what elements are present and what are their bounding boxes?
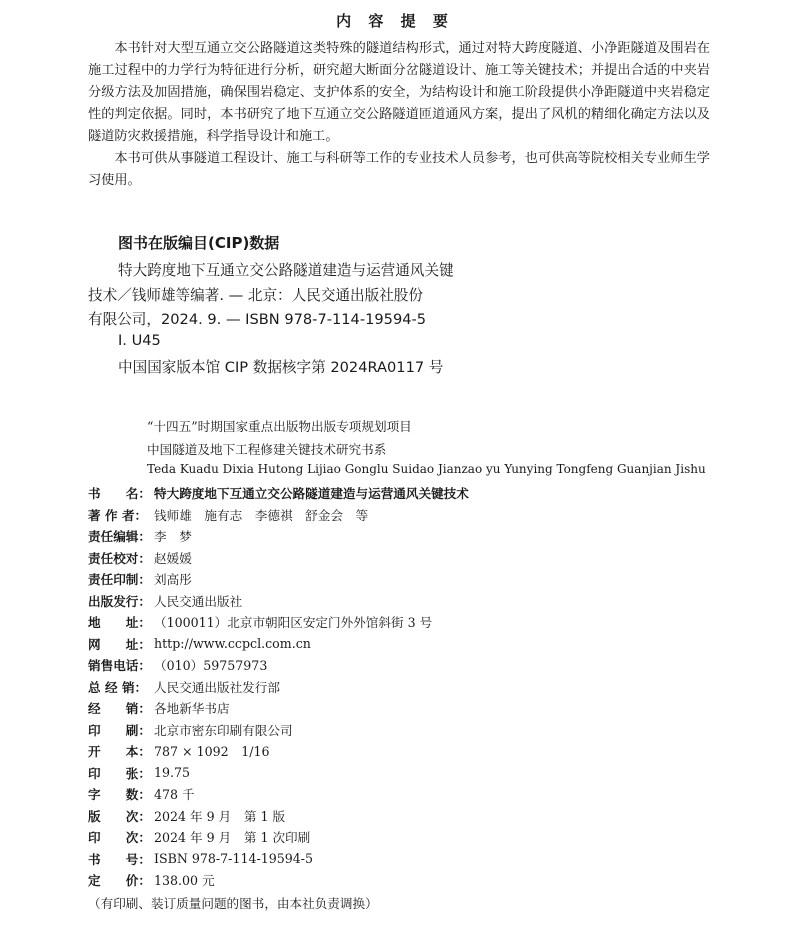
copyright-row-price: [88, 869, 215, 890]
row-value: 北京市密东印刷有限公司: [154, 722, 293, 738]
row-value: 钱师雄 施有志 李德祺 舒金会 等: [154, 507, 369, 523]
cip-line: 特大跨度地下互通立交公路隧道建造与运营通风关键: [118, 262, 454, 279]
row-label: 书 名：: [88, 486, 151, 501]
copyright-row-proofreader: [88, 547, 192, 568]
row-label: 字 数：: [88, 787, 151, 802]
series-project: “十四五”时期国家重点出版物出版专项规划项目: [147, 419, 412, 434]
row-label: 责任印制：: [88, 572, 151, 587]
series-collection: 中国隧道及地下工程修建关键技术研究书系: [147, 442, 387, 457]
row-label: 印 次：: [88, 830, 151, 845]
cip-line: 技术／钱师雄等编著. — 北京：人民交通出版社股份: [88, 287, 423, 304]
summary-paragraph: 本书可供从事隧道工程设计、施工与科研等工作的专业技术人员参考，也可供高等院校相关专业师生学习使用。: [88, 151, 710, 188]
row-value: 787 × 1092 1/16: [154, 744, 270, 759]
row-label: 地 址：: [88, 615, 151, 630]
row-label: 开 本：: [88, 744, 151, 759]
summary-title: 内 容 提 要: [336, 12, 454, 30]
row-label: 书 号：: [88, 851, 151, 867]
website-link[interactable]: http://www.ccpcl.com.cn: [154, 635, 311, 651]
row-value: 人民交通出版社: [154, 593, 243, 609]
copyright-row-word-count: [88, 783, 195, 804]
cip-classification: Ⅰ. U45: [118, 332, 161, 349]
row-value: 138.00 元: [154, 873, 215, 888]
row-label: 总 经 销：: [88, 679, 148, 695]
copyright-row-publisher: [88, 590, 242, 611]
row-label: 定 价：: [88, 873, 151, 888]
copyright-row-distributor: [88, 697, 230, 718]
copyright-row-impression: [88, 826, 310, 847]
copyright-row-printer: [88, 719, 293, 740]
summary-paragraph: 本书针对大型互通立交公路隧道这类特殊的隧道结构形式，通过对特大跨度隧道、小净距隧道及围岩在施工过程中的力学行为特征进行分析，研究超大断面分岔隧道设计、施工等关键技术；并提出合适的中夹岩分级方法及加固措施，确保围岩稳定、支护体系的安全，为结构设计和施工阶段提供小净距隧道中夹岩稳定性的判定依据。同时，本书研究了地下互通立交公路隧道匝道通风方案，提出了风机的精细化确定方法以及隧道防灾救援措施，科学指导设计和施工。: [88, 41, 710, 144]
row-value: 19.75: [154, 764, 191, 780]
row-value: 2024 年 9 月 第 1 次印刷: [154, 830, 311, 845]
copyright-row-sheets: [88, 762, 190, 783]
row-label: 责任编辑：: [88, 529, 151, 544]
copyright-row-website: [88, 633, 311, 654]
row-value: （010）59757973: [154, 658, 268, 673]
row-value: （100011）北京市朝阳区安定门外外馆斜街 3 号: [154, 615, 433, 630]
summary-body: [88, 38, 710, 192]
row-value: ISBN 978-7-114-19594-5: [154, 850, 314, 866]
title-pinyin: Teda Kuadu Dixia Hutong Lijiao Gonglu Suidao Jianzao yu Yunying Tongfeng Guanjian Jishu: [147, 462, 706, 476]
row-value: 人民交通出版社发行部: [154, 679, 280, 695]
row-label: 出版发行：: [88, 593, 151, 609]
row-value: 赵媛媛: [154, 550, 192, 566]
row-label: 印 张：: [88, 765, 151, 781]
copyright-row-print-supervisor: [88, 568, 192, 589]
copyright-row-sales-phone: [88, 654, 267, 675]
copyright-row-format: [88, 740, 270, 761]
cip-record-number: 中国国家版本馆 CIP 数据核字第 2024RA0117 号: [118, 359, 444, 376]
row-label: 著 作 者：: [88, 507, 148, 523]
row-value: 各地新华书店: [154, 701, 230, 716]
row-value: 李 梦: [154, 529, 192, 544]
row-label: 责任校对：: [88, 550, 151, 566]
row-label: 销售电话：: [88, 658, 151, 673]
row-value: 478 千: [154, 787, 195, 802]
copyright-row-address: [88, 611, 432, 632]
copyright-row-authors: [88, 504, 368, 525]
row-value: 刘高彤: [154, 572, 192, 587]
row-label: 网 址：: [88, 636, 151, 652]
row-value: 特大跨度地下互通立交公路隧道建造与运营通风关键技术: [154, 486, 469, 501]
row-label: 版 次：: [88, 808, 151, 824]
quality-note: （有印刷、装订质量问题的图书，由本社负责调换）: [88, 896, 378, 911]
copyright-row-title: [88, 482, 469, 503]
cip-line: 有限公司，2024. 9. — ISBN 978-7-114-19594-5: [88, 311, 427, 328]
row-label: 印 刷：: [88, 722, 151, 738]
copyright-row-edition: [88, 805, 285, 826]
copyright-row-general-distributor: [88, 676, 280, 697]
cip-heading: 图书在版编目(CIP)数据: [118, 234, 280, 252]
row-value: 2024 年 9 月 第 1 版: [154, 808, 286, 824]
copyright-row-editor: [88, 525, 192, 546]
copyright-row-isbn: [88, 848, 313, 869]
row-label: 经 销：: [88, 701, 151, 716]
